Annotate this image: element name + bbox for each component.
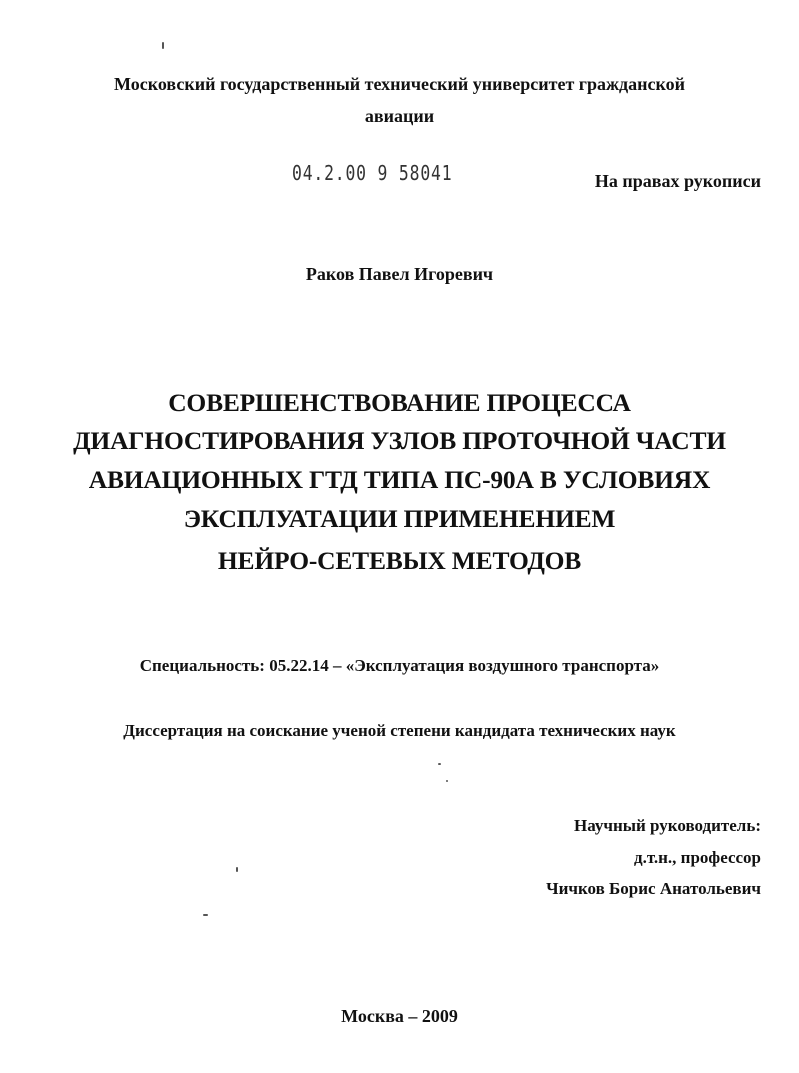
supervisor-degree: д.т.н., профессор (633, 848, 761, 867)
title-line-3: АВИАЦИОННЫХ ГТД ТИПА ПС-90А В УСЛОВИЯХ (88, 465, 711, 494)
author-name: Раков Павел Игоревич (305, 264, 494, 284)
manuscript-note: На правах рукописи (594, 171, 761, 191)
supervisor-name: Чичков Борис Анатольевич (546, 879, 761, 898)
title-line-1: СОВЕРШЕНСТВОВАНИЕ ПРОЦЕССА (168, 388, 631, 417)
title-line-2: ДИАГНОСТИРОВАНИЯ УЗЛОВ ПРОТОЧНОЙ ЧАСТИ (73, 426, 726, 455)
scan-mark (438, 763, 441, 765)
registration-stamp-number: 04.2.00 9 58041 (292, 161, 453, 185)
dissertation-type: Диссертация на соискание ученой степени кандидата технических наук (123, 721, 676, 740)
university-name-line2: авиации (364, 106, 435, 126)
scan-mark (446, 780, 448, 782)
specialty: Специальность: 05.22.14 – «Эксплуатация воздушного транспорта» (139, 656, 660, 675)
title-line-4: ЭКСПЛУАТАЦИИ ПРИМЕНЕНИЕМ (183, 504, 616, 533)
supervisor-heading: Научный руководитель: (574, 816, 761, 835)
title-line-5: НЕЙРО-СЕТЕВЫХ МЕТОДОВ (217, 546, 582, 575)
scan-mark (162, 42, 164, 49)
scan-mark (203, 914, 208, 916)
city-year: Москва – 2009 (341, 1006, 458, 1026)
university-name-line1: Московский государственный технический университет гражданской (113, 74, 686, 94)
scan-mark (236, 867, 238, 872)
